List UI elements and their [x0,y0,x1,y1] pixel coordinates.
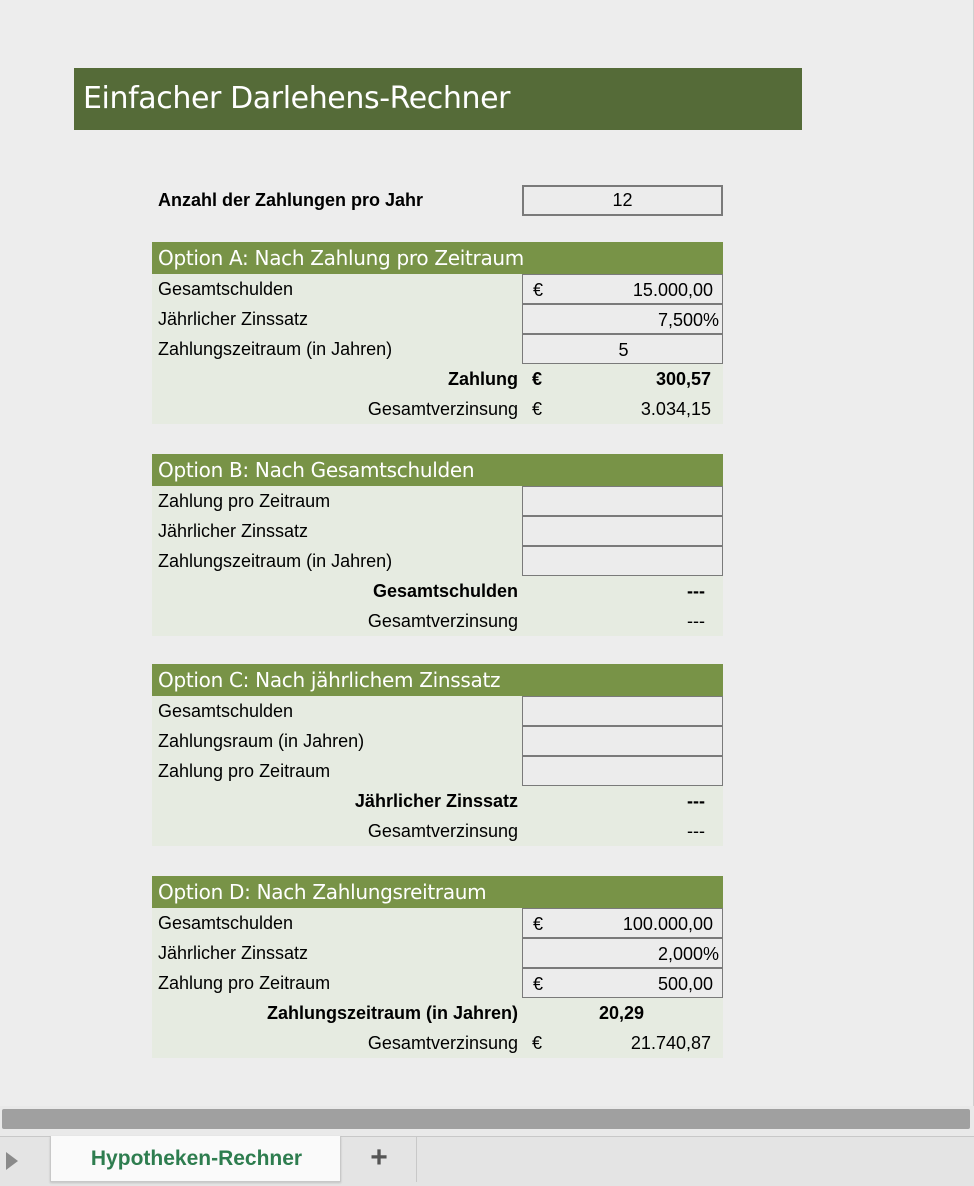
option-b-payment-input[interactable] [522,486,723,516]
option-c-interest-row [152,816,723,846]
payments-per-year-input[interactable]: 12 [522,185,723,216]
option-b-interest-value: --- [687,611,705,631]
option-a-header: Option A: Nach Zahlung pro Zeitraum [152,242,723,274]
option-c-header: Option C: Nach jährlichem Zinssatz [152,664,723,696]
option-d-total-debt-label: Gesamtschulden [158,913,294,933]
option-b-period-row [152,546,723,576]
option-c-result-value: --- [687,791,705,811]
option-a-interest-label: Gesamtverzinsung [367,399,518,419]
option-a-rate-value: 7,500% [657,310,719,330]
option-d-payment-value: 500,00 [657,974,713,994]
tab-label: Hypotheken-Rechner [90,1147,303,1170]
option-a-rate-label: Jährlicher Zinssatz [158,309,309,329]
option-b-section [152,454,723,636]
option-a-total-debt-value: 15.000,00 [632,280,713,300]
option-a-payment-value: 300,57 [655,369,711,389]
option-b-period-input[interactable] [522,546,723,576]
option-c-payment-input[interactable] [522,756,723,786]
option-b-result-label: Gesamtschulden [372,581,518,601]
option-a-payment-row [152,364,723,394]
option-c-total-debt-row [152,696,723,726]
option-b-result-row [152,576,723,606]
option-c-result-row [152,786,723,816]
option-c-total-debt-input[interactable] [522,696,723,726]
option-a-rate-row [152,304,723,334]
option-c-period-row [152,726,723,756]
option-d-rate-label: Jährlicher Zinssatz [158,943,309,963]
option-d-total-debt-input[interactable] [522,908,723,938]
option-d-result-label: Zahlungszeitraum (in Jahren) [266,1003,518,1023]
option-d-rate-input[interactable] [522,938,723,968]
option-b-rate-input[interactable] [522,516,723,546]
option-d-interest-value: 21.740,87 [630,1033,711,1053]
option-b-payment-label: Zahlung pro Zeitraum [158,491,331,511]
scrollbar-thumb[interactable] [2,1109,970,1129]
option-a-period-label: Zahlungszeitraum (in Jahren) [158,339,393,359]
option-c-payment-label: Zahlung pro Zeitraum [158,761,331,781]
title-banner [74,68,802,130]
option-b-interest-label: Gesamtverzinsung [367,611,518,631]
option-b-rate-label: Jährlicher Zinssatz [158,521,309,541]
option-a-rate-input[interactable] [522,304,723,334]
page-title: Einfacher Darlehens-Rechner [83,81,511,116]
option-a-period-input[interactable] [522,334,723,364]
option-d-section [152,876,723,1058]
option-a-total-debt-label: Gesamtschulden [158,279,294,299]
add-sheet-button[interactable] [341,1137,417,1182]
option-d-total-debt-value: 100.000,00 [622,914,713,934]
option-a-total-debt-row [152,274,723,304]
option-c-payment-row [152,756,723,786]
payments-per-year-label: Anzahl der Zahlungen pro Jahr [158,190,424,210]
option-a-total-debt-input[interactable] [522,274,723,304]
option-a-payment-label: Zahlung [448,369,518,389]
plus-icon: + [370,1141,388,1174]
option-c-total-debt-label: Gesamtschulden [158,701,294,721]
option-d-result-row [152,998,723,1028]
option-d-header: Option D: Nach Zahlungsreitraum [152,876,723,908]
option-c-period-label: Zahlungsraum (in Jahren) [158,731,365,751]
option-d-result-value: 20,29 [599,1003,645,1023]
option-b-result-value: --- [687,581,705,601]
tab-hypotheken-rechner[interactable] [50,1136,341,1182]
option-b-interest-row [152,606,723,636]
option-a-section [152,242,723,424]
currency-symbol: € [533,914,544,934]
option-d-total-debt-row [152,908,723,938]
option-c-result-label: Jährlicher Zinssatz [354,791,518,811]
currency-symbol: € [532,399,543,419]
option-d-rate-value: 2,000% [657,944,719,964]
option-d-interest-label: Gesamtverzinsung [367,1033,518,1053]
option-d-interest-row [152,1028,723,1058]
option-b-rate-row [152,516,723,546]
option-c-interest-label: Gesamtverzinsung [367,821,518,841]
currency-symbol: € [533,280,544,300]
option-d-rate-row [152,938,723,968]
option-a-period-row [152,334,723,364]
option-b-period-label: Zahlungszeitraum (in Jahren) [158,551,393,571]
currency-symbol: € [532,369,543,389]
currency-symbol: € [532,1033,543,1053]
horizontal-scrollbar[interactable] [0,1106,974,1136]
option-a-period-value: 5 [618,340,629,360]
currency-symbol: € [533,974,544,994]
option-d-payment-input[interactable] [522,968,723,998]
option-a-interest-value: 3.034,15 [640,399,711,419]
play-icon[interactable] [6,1152,18,1170]
option-d-payment-row [152,968,723,998]
option-b-payment-row [152,486,723,516]
option-c-interest-value: --- [687,821,705,841]
sheet-tab-bar [0,1136,974,1186]
option-d-payment-label: Zahlung pro Zeitraum [158,973,331,993]
option-a-interest-row [152,394,723,424]
option-b-header: Option B: Nach Gesamtschulden [152,454,723,486]
option-c-section [152,664,723,846]
option-c-period-input[interactable] [522,726,723,756]
